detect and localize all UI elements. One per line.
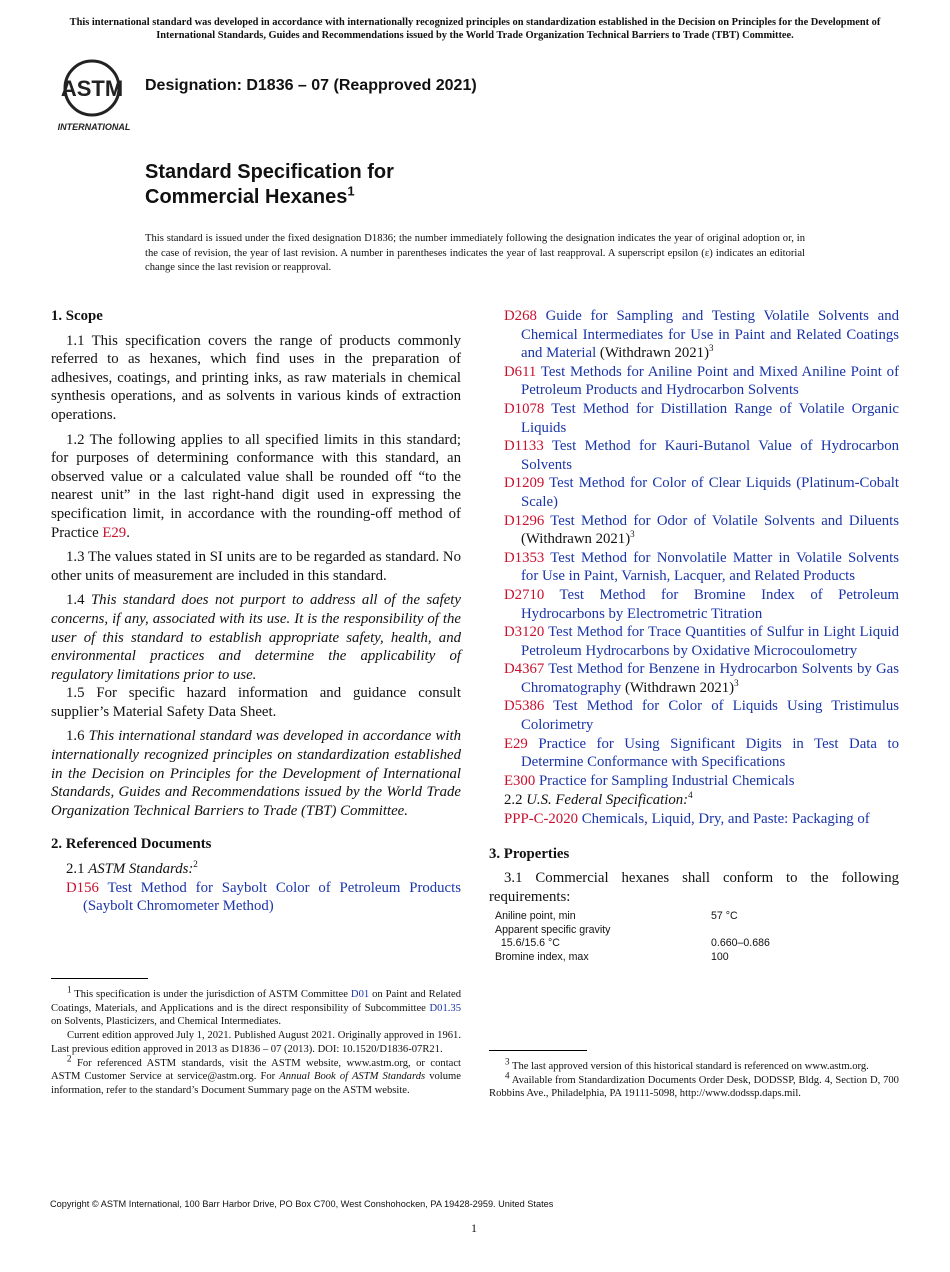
ref-code-link[interactable]: E29 [504,735,528,752]
ref-title[interactable]: Practice for Using Significant Digits in Test Data to Determine Conformance with Specifications [521,735,899,771]
ref-note: (Withdrawn 2021) [621,679,735,696]
link-d01[interactable]: D01 [350,989,370,1000]
ref-item [489,697,899,734]
ref-note: (Withdrawn 2021) [596,345,710,362]
ref-title[interactable]: Test Method for Kauri-Butanol Value of Hydrocarbon Solvents [521,438,899,473]
astm-logo-icon [54,58,134,132]
ref-title[interactable]: Practice for Sampling Industrial Chemicals [538,772,795,789]
copyright: Copyright © ASTM International, 100 Barr Harbor Drive, PO Box C700, West Conshohocken, PA 19428-2959. United States [50,1199,554,1209]
scope-heading: 1. Scope [51,308,103,324]
properties-heading: 3. Properties [489,845,570,862]
ref-item [489,772,899,791]
ref-title[interactable]: Test Method for Nonvolatile Matter in Volatile Solvents for Use in Paint, Varnish, Lacquer, and Related Products [521,549,899,585]
designation: Designation: D1836 – 07 (Reapproved 2021) [145,77,477,94]
ref-item [489,307,899,363]
ref-title[interactable]: Test Methods for Aniline Point and Mixed Aniline Point of Petroleum Products and Hydrocarbon Solvents [521,363,899,399]
ref-item [489,660,899,697]
title-footnote-mark: 1 [347,183,355,199]
ref-code-link[interactable]: D611 [504,363,537,380]
right-column [489,307,899,964]
page-number: 1 [471,1221,477,1235]
ref-code-link[interactable]: D4367 [504,661,545,678]
ref-d156: D156 Test Method for Saybolt Color of Petroleum Products (Saybolt Chromometer Method) [66,879,461,915]
footnotes-right [489,1056,899,1101]
ref-item [489,735,899,772]
ref-code-link[interactable]: D268 [504,308,537,324]
ref-item [489,623,899,660]
ref-item [489,363,899,400]
footnote-3: $^3$ The last approved version of this historical standard is referenced on www.astm.org. [505,1056,869,1072]
ref-code-link[interactable]: D1353 [504,549,545,566]
requirement-label: Aniline point, min [495,910,576,923]
ref-title[interactable]: Guide for Sampling and Testing Volatile Solvents and Chemical Intermediates for Use in Paint and Related Coatings and Material [521,308,899,362]
ref-title[interactable]: Test Method for Bromine Index of Petroleum Hydrocarbons by Electrometric Titration [521,586,900,622]
ref-title[interactable]: Test Method for Benzene in Hydrocarbon Solvents by Gas Chromatography [521,661,899,696]
link-e29[interactable]: E29 [102,524,127,541]
edition-note: Current edition approved July 1, 2021. Published August 2021. Originally approved in 1961. Last previous edition approved in 2013 as D1836 – 07 (2013). DOI: 10.1520/D1836-07R21. [51,1030,461,1055]
scope-1-3: 1.3 The values stated in SI units are to be regarded as standard. No other units of measurement are included in this standard. [51,549,461,584]
ref-code-link[interactable]: E300 [504,772,536,789]
ref-title[interactable]: Test Method for Odor of Volatile Solvents and Diluents [550,512,899,529]
ref-sup: 3 [734,677,739,688]
ref-title[interactable]: Test Method for Distillation Range of Volatile Organic Liquids [521,400,900,436]
link-ppp-c-2020[interactable]: PPP-C-2020 [504,811,579,828]
ref-item [489,586,899,623]
tbt-notice: This international standard was developed in accordance with internationally recognized principles on standardization established in the Decision on Principles for the Development of International Standards, Guides and Recommendations issued by the World Trade Organization Technical Barriers to Trade (TBT) Committee. [69,17,881,41]
left-column [51,307,461,916]
ref-title[interactable]: Test Method for Trace Quantities of Sulfur in Light Liquid Petroleum Hydrocarbons by Oxidative Microcoulometry [521,624,899,659]
scope-1-5: 1.5 For specific hazard information and guidance consult supplier’s Material Safety Data Sheet. [51,685,461,720]
footnote-2: $^2$ For referenced ASTM standards, visit the ASTM website, www.astm.org, or contact ASTM Customer Service at service@astm.org. For Annual Book of ASTM Standards volume information, refer to the standard’s Document Summary page on the ASTM website. [51,1052,461,1096]
requirement-label: Apparent specific gravity [495,923,611,936]
requirement-row [495,910,899,923]
ref-code-link[interactable]: D1296 [504,512,545,529]
ref-sup: 3 [630,529,635,540]
preamble: This standard is issued under the fixed designation D1836; the number immediately following the designation indicates the year of original adoption or, in the case of revision, the year of last revision. A number in parentheses indicates the year of last reapproval. A superscript epsilon (ε) indicates an editorial change since the last revision or reapproval. [145,233,805,273]
requirement-value: 57 °C [711,910,738,923]
page-title [145,160,394,210]
scope-1-4: 1.4 This standard does not purport to address all of the safety concerns, if any, associated with its use. It is the responsibility of the user of this standard to establish appropriate safety, health, and environmental practices and determine the applicability of regulatory limitations prior to use. [51,592,461,683]
referenced-heading: 2. Referenced Documents [51,836,212,853]
ref-code-link[interactable]: D2710 [504,586,545,603]
ref-item [489,437,899,474]
properties-3-1: 3.1 Commercial hexanes shall conform to the following requirements: [489,870,899,905]
link-d156[interactable]: D156 [66,879,99,896]
footnote-rule-right [489,1050,587,1051]
ref-title[interactable]: Test Method for Color of Clear Liquids (Platinum-Cobalt Scale) [521,475,899,510]
requirement-row [495,924,899,937]
ref-code-link[interactable]: D5386 [504,698,545,715]
footnote-1: $^1$ This specification is under the jurisdiction of ASTM Committee D01 on Paint and Related Coatings, Materials, and Applications and is the direct responsibility of Subcommittee D01.35 on Solvents, Plasticizers, and Chemical Intermediates. [51,984,461,1028]
astm-logo [54,58,134,132]
federal-spec-label: 2.2 U.S. Federal Specification:$^4$ [504,790,693,809]
footnote-rule-left [51,978,148,979]
requirement-row [495,937,899,950]
requirement-value: 0.660–0.686 [711,937,770,950]
requirement-label: Bromine index, max [495,950,589,963]
ref-item [489,400,899,437]
ref-item [489,474,899,511]
requirements-table [489,910,899,964]
reference-list [489,307,899,790]
astm-standards-label: 2.1 ASTM Standards:$^2$ [66,859,198,878]
ref-code-link[interactable]: D1209 [504,475,545,492]
scope-1-6: 1.6 This international standard was developed in accordance with internationally recognized principles on standardization established in the Decision on Principles for the Development of International Standards, Guides and Recommendations issued by the World Trade Organization Technical Barriers to Trade (TBT) Committee. [51,728,461,819]
requirement-value: 100 [711,950,729,963]
ref-item [489,512,899,549]
title-line2: Commercial Hexanes [145,186,348,208]
link-d01-35[interactable]: D01.35 [429,1002,461,1014]
logo-text: ASTM [60,76,124,101]
ref-sup: 3 [709,343,714,354]
title-line1: Standard Specification for [145,161,394,183]
requirement-label: 15.6/15.6 °C [495,937,560,950]
ref-code-link[interactable]: D1133 [504,438,544,455]
ref-title[interactable]: Test Method for Color of Liquids Using Tristimulus Colorimetry [521,698,899,734]
logo-subtext: INTERNATIONAL [57,122,131,132]
footnotes-left [51,984,461,1098]
requirement-row [495,951,899,964]
scope-1-2: 1.2 The following applies to all specified limits in this standard; for purposes of determining conformance with this standard, an observed value or a calculated value shall be rounded off “to the nearest unit” in the last right-hand digit used in expressing the specification limit, in accordance with the rounding-off method of Practice E29. [51,431,461,541]
ref-note: (Withdrawn 2021) [521,531,631,548]
scope-1-1: 1.1 This specification covers the range of products commonly referred to as hexanes, which find uses in the preparation of adhesives, coatings, and printing inks, as raw materials in chemical synthesis operations, and as solvents in various kinds of extraction operations. [51,332,461,423]
ref-item [489,549,899,586]
ref-code-link[interactable]: D1078 [504,400,545,417]
ref-ppp-c-2020: PPP-C-2020 Chemicals, Liquid, Dry, and Paste: Packaging of [504,811,870,828]
ref-code-link[interactable]: D3120 [504,624,545,641]
footnote-4: $^4$ Available from Standardization Documents Order Desk, DODSSP, Bldg. 4, Section D, 700 Robbins Ave., Philadelphia, PA 19111-5098, http://www.dodssp.daps.mil. [489,1070,899,1100]
